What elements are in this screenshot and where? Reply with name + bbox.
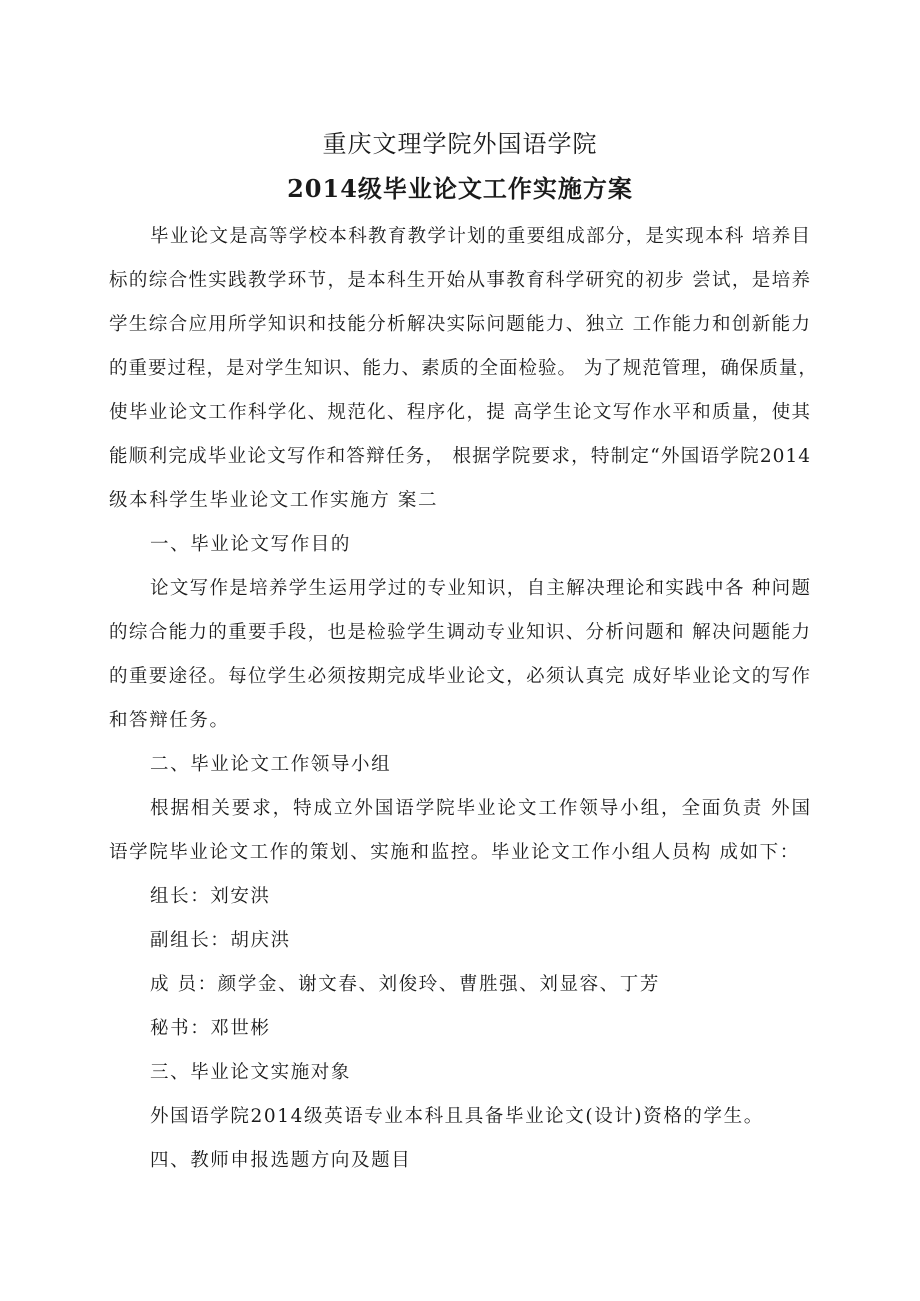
section-heading-topics: 四、教师申报选题方向及题目 xyxy=(150,1150,412,1171)
section-heading-target: 三、毕业论文实施对象 xyxy=(150,1062,352,1083)
purpose-paragraph-line: 和答辩任务。 xyxy=(109,710,230,731)
intro-paragraph-line: 毕业论文是高等学校本科教育教学计划的重要组成部分，是实现本科 培养目 xyxy=(150,226,811,247)
leadership-paragraph-line: 根据相关要求，特成立外国语学院毕业论文工作领导小组，全面负责 外国 xyxy=(150,798,811,819)
intro-paragraph-line: 学生综合应用所学知识和技能分析解决实际问题能力、独立 工作能力和创新能力 xyxy=(109,314,811,335)
member-secretary: 秘书：邓世彬 xyxy=(150,1018,271,1039)
document-title-school: 重庆文理学院外国语学院 xyxy=(322,130,598,158)
intro-paragraph-line: 的重要过程，是对学生知识、能力、素质的全面检验。 为了规范管理，确保质量， xyxy=(109,358,818,379)
purpose-paragraph-line: 的重要途径。每位学生必须按期完成毕业论文，必须认真完 成好毕业论文的写作 xyxy=(109,666,811,687)
purpose-paragraph-line: 论文写作是培养学生运用学过的专业知识，自主解决理论和实践中各 种问题 xyxy=(150,578,811,599)
member-vice-leader: 副组长：胡庆洪 xyxy=(150,930,291,951)
intro-paragraph-line: 标的综合性实践教学环节，是本科生开始从事教育科学研究的初步 尝试，是培养 xyxy=(109,270,811,291)
intro-paragraph-line: 使毕业论文工作科学化、规范化、程序化，提 高学生论文写作水平和质量，使其 xyxy=(109,402,811,423)
intro-paragraph-line: 能顺利完成毕业论文写作和答辩任务， 根据学院要求，特制定“外国语学院2014 xyxy=(109,446,811,467)
document-title-plan: 2014级毕业论文工作实施方案 xyxy=(287,174,633,203)
member-leader: 组长：刘安洪 xyxy=(150,886,271,907)
leadership-paragraph-line: 语学院毕业论文工作的策划、实施和监控。毕业论文工作小组人员构 成如下： xyxy=(109,842,800,863)
member-list: 成 员：颜学金、谢文春、刘俊玲、曹胜强、刘显容、丁芳 xyxy=(150,974,660,995)
section-heading-purpose: 一、毕业论文写作目的 xyxy=(150,534,352,555)
section-heading-leadership: 二、毕业论文工作领导小组 xyxy=(150,754,392,775)
intro-paragraph-line: 级本科学生毕业论文工作实施方 案二 xyxy=(109,490,439,511)
target-paragraph: 外国语学院2014级英语专业本科且具备毕业论文(设计)资格的学生。 xyxy=(150,1106,764,1127)
purpose-paragraph-line: 的综合能力的重要手段，也是检验学生调动专业知识、分析问题和 解决问题能力 xyxy=(109,622,811,643)
